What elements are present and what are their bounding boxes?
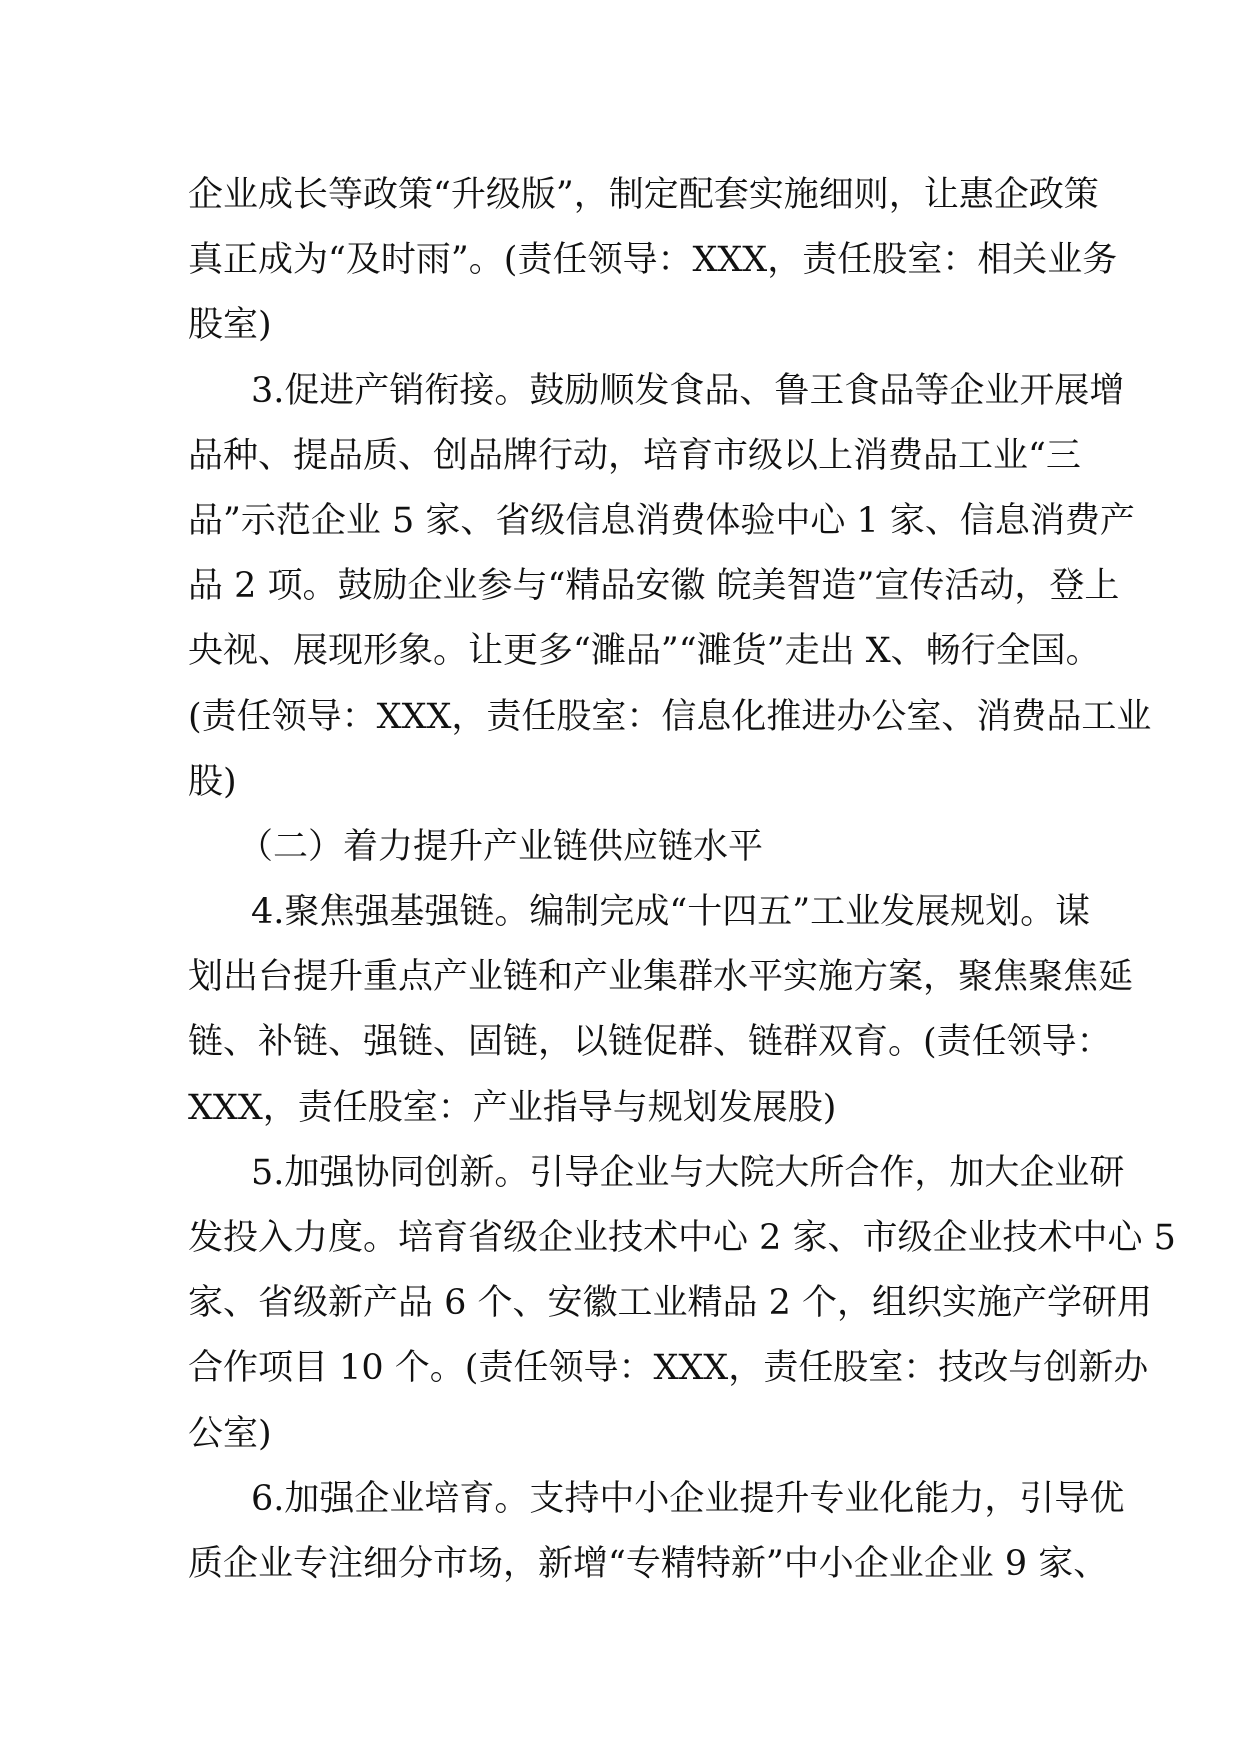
text-line: 链、补链、强链、固链，以链促群、链群双育。(责任领导： [188, 1022, 1112, 1063]
text-line: 家、省级新产品 6 个、安徽工业精品 2 个，组织实施产学研用 [188, 1283, 1153, 1324]
text-line: 发投入力度。培育省级企业技术中心 2 家、市级企业技术中心 5 [188, 1218, 1176, 1258]
text-line: 真正成为“及时雨”。(责任领导：XXX，责任股室：相关业务 [188, 240, 1118, 281]
text-line: 质企业专注细分市场，新增“专精特新”中小企业企业 9 家、 [188, 1543, 1109, 1584]
text-line: XXX，责任股室：产业指导与规划发展股) [188, 1087, 837, 1128]
text-line: 品种、提品质、创品牌行动，培育市级以上消费品工业“三 [188, 435, 1081, 476]
text-line: 股) [188, 761, 237, 802]
text-line: 公室) [188, 1413, 272, 1454]
text-line: 企业成长等政策“升级版”，制定配套实施细则，让惠企政策 [188, 175, 1099, 215]
paragraph-3-start: 3.促进产销衔接。鼓励顺发食品、鲁王食品等企业开展增 [251, 370, 1125, 411]
section-heading: （二）着力提升产业链供应链水平 [238, 826, 764, 867]
paragraph-6-start: 6.加强企业培育。支持中小企业提升专业化能力，引导优 [251, 1478, 1125, 1519]
text-line: 品”示范企业 5 家、省级信息消费体验中心 1 家、信息消费产 [188, 500, 1135, 541]
text-line: (责任领导：XXX，责任股室：信息化推进办公室、消费品工业 [188, 696, 1152, 737]
paragraph-4-start: 4.聚焦强基强链。编制完成“十四五”工业发展规划。谋 [251, 892, 1091, 933]
text-line: 股室) [188, 305, 272, 346]
text-line: 划出台提升重点产业链和产业集群水平实施方案，聚焦聚焦延 [188, 957, 1134, 998]
document-body [188, 163, 1176, 1597]
text-line: 合作项目 10 个。(责任领导：XXX，责任股室：技改与创新办 [188, 1348, 1149, 1389]
text-line: 央视、展现形象。让更多“濉品”“濉货”走出 X、畅行全国。 [188, 631, 1101, 672]
text-line: 品 2 项。鼓励企业参与“精品安徽 皖美智造”宣传活动，登上 [188, 566, 1120, 607]
paragraph-5-start: 5.加强协同创新。引导企业与大院大所合作，加大企业研 [251, 1152, 1125, 1193]
